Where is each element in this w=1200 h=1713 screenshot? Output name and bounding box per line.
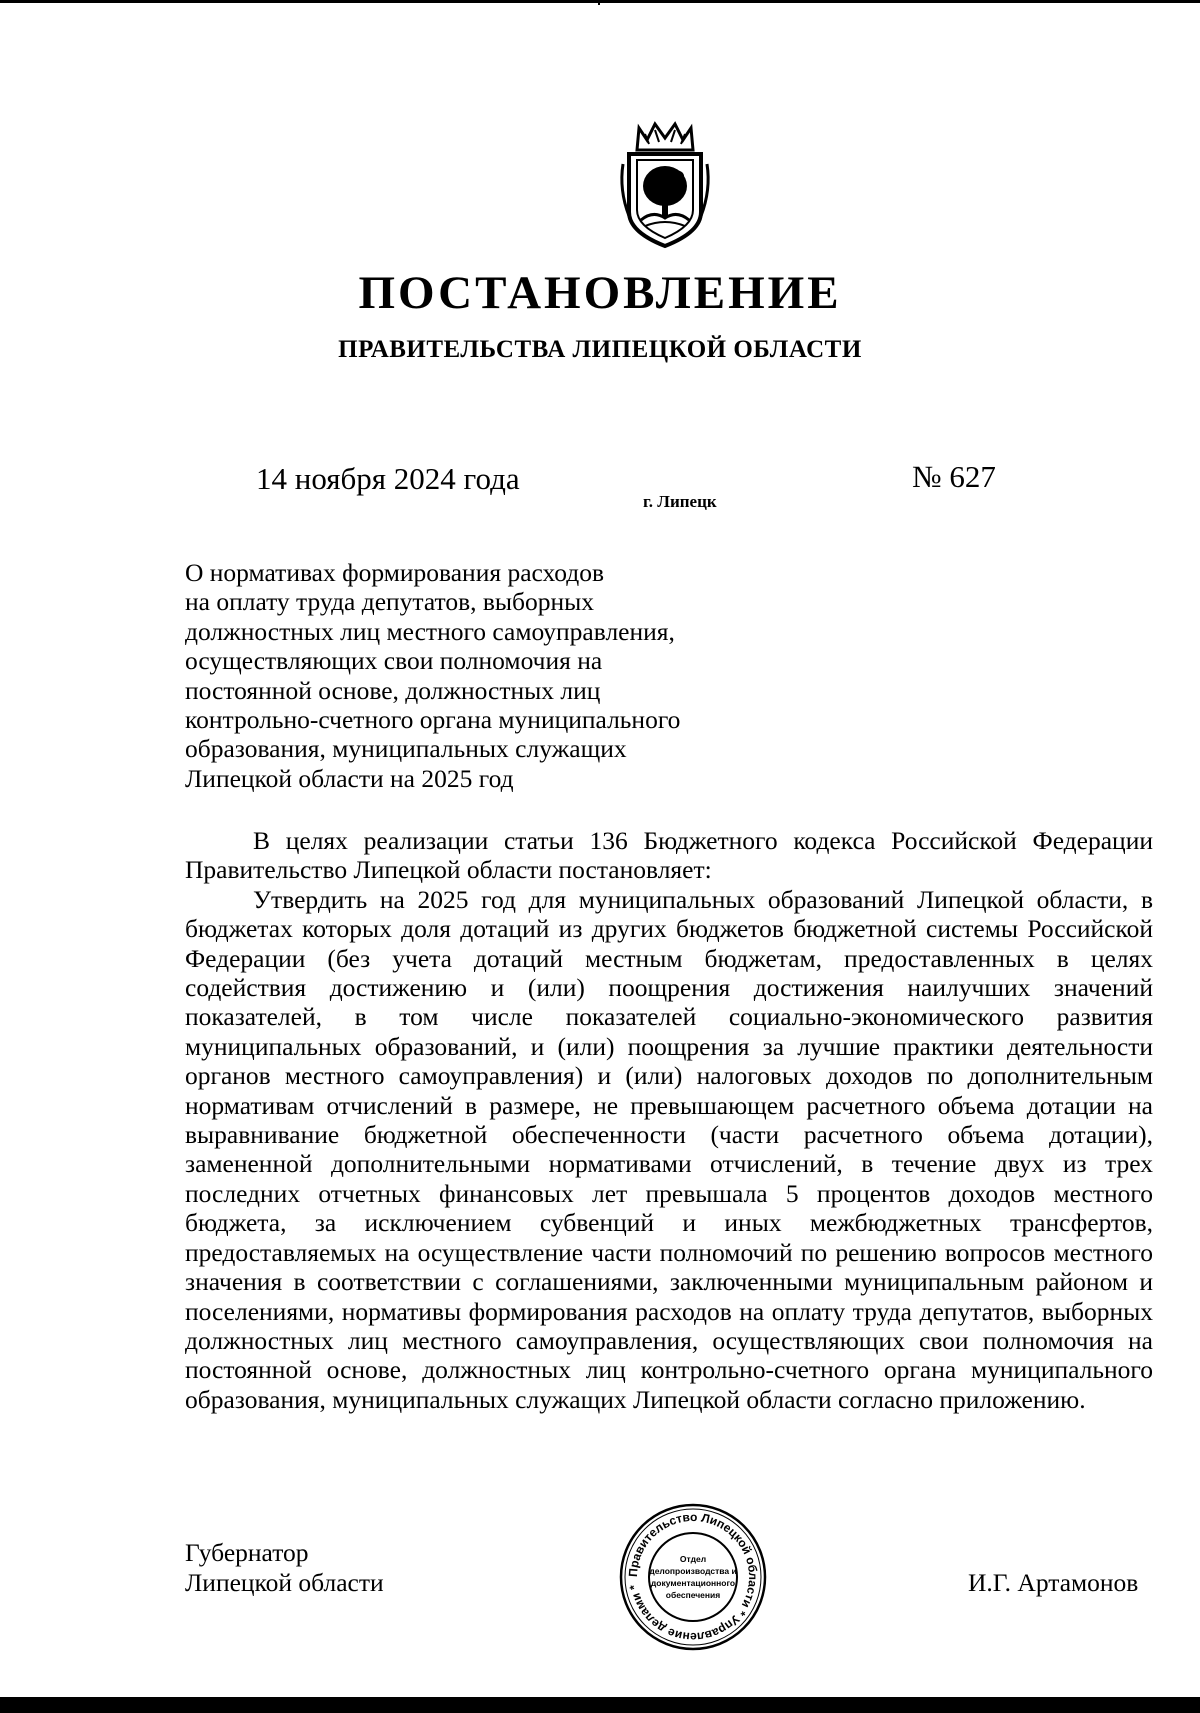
subject-line: должностных лиц местного самоуправления, (185, 616, 675, 646)
signatory-position-line: Липецкой области (185, 1568, 384, 1597)
scan-border-top (0, 0, 1200, 3)
body-paragraph-preamble: В целях реализации статьи 136 Бюджетного кодекса Российской Федерации Правительство Липецкой области постановляет: (185, 826, 1153, 885)
subject-line: образования, муниципальных служащих (185, 734, 627, 764)
stamp-outer-text: Правительство Липецкой области * Управление делами * (625, 1509, 761, 1645)
document-date: 14 ноября 2024 года (256, 461, 520, 496)
subject-line: О нормативах формирования расходов (185, 558, 605, 587)
subject-line: контрольно-счетного органа муниципального (185, 705, 681, 735)
subject-line: постоянной основе, должностных лиц (185, 675, 601, 705)
coat-of-arms-icon (615, 120, 715, 250)
document-number: № 627 (912, 459, 996, 494)
scan-border-bottom (0, 1697, 1200, 1713)
subject-line: на оплату труда депутатов, выборных (185, 587, 595, 617)
signatory-name: И.Г. Артамонов (968, 1568, 1139, 1597)
body-paragraph-resolution: Утвердить на 2025 год для муниципальных образований Липецкой области, в бюджетах которых доля дотаций из других бюджетов бюджетной системы Российской Федерации (без учета дотаций местным бюджетам, предоставленных в целях содействия достижению и (или) поощрения достижения наилучших значений показателей, в том числе показателей социально-экономического развития муниципальных образований, и (или) поощрения за лучшие практики деятельности органов местного самоуправления) и (или) налоговых доходов по дополнительным нормативам отчислений в размере, не превышающем расчетного объема дотации на выравнивание бюджетной обеспеченности (части расчетного объема дотации), замененной дополнительными нормативами отчислений, в течение двух из трех последних отчетных финансовых лет превышала 5 процентов доходов местного бюджета, за исключением субвенций и иных межбюджетных трансфертов, предоставляемых на осуществление части полномочий по решению вопросов местного значения в соответствии с соглашениями, заключенными муниципальным районом и поселениями, нормативы формирования расходов на оплату труда депутатов, выборных должностных лиц местного самоуправления, осуществляющих свои полномочия на постоянной основе, должностных лиц контрольно-счетного органа муниципального образования, муниципальных служащих Липецкой области согласно приложению. (185, 884, 1153, 1414)
official-stamp (618, 1502, 768, 1652)
svg-text:Правительство Липецкой области (626, 1510, 760, 1644)
stamp-inner-line: документационного (650, 1578, 736, 1588)
document-title: ПОСТАНОВЛЕНИЕ (358, 267, 842, 319)
subject-line: Липецкой области на 2025 год (185, 763, 514, 793)
issuing-authority: ПРАВИТЕЛЬСТВА ЛИПЕЦКОЙ ОБЛАСТИ (338, 336, 862, 363)
signatory-position (185, 1538, 384, 1598)
stamp-inner-line: делопроизводства и (649, 1566, 737, 1576)
document-city: г. Липецк (643, 492, 717, 511)
stamp-inner-line: Отдел (679, 1554, 707, 1564)
signatory-position-line: Губернатор (185, 1538, 309, 1567)
document-subject (185, 558, 745, 793)
subject-line: осуществляющих свои полномочия на (185, 646, 603, 676)
scan-mark (598, 0, 600, 5)
stamp-inner-line: обеспечения (665, 1590, 721, 1600)
document-body (185, 826, 1153, 1414)
